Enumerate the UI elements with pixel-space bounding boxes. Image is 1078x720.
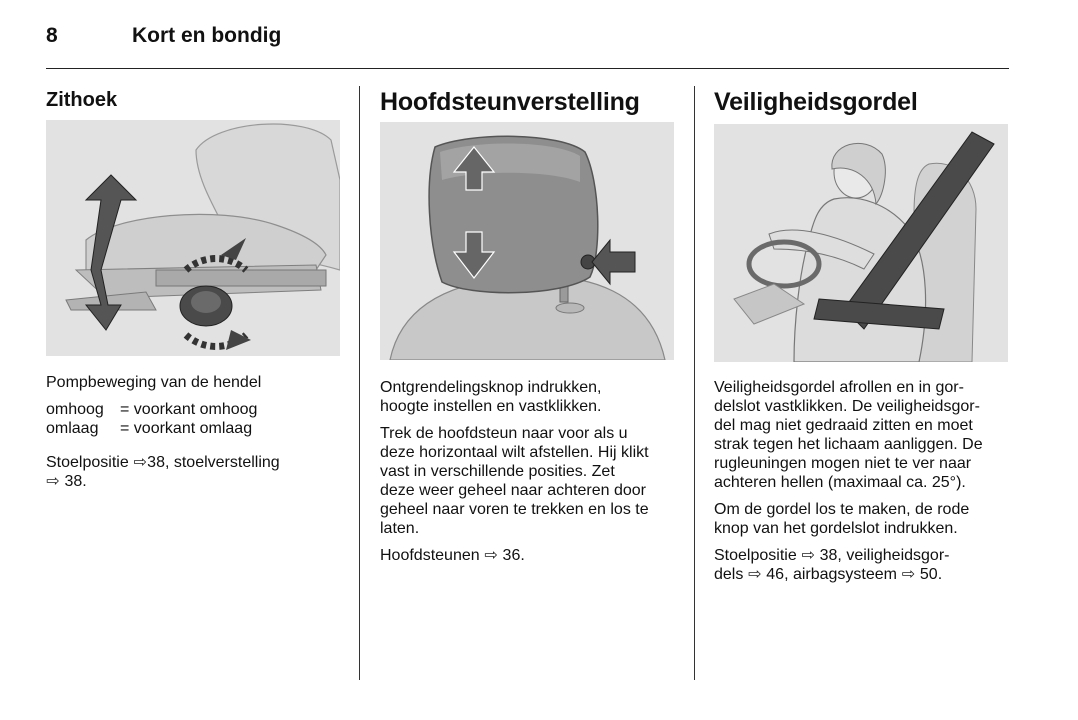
seat-lever-table <box>46 400 346 438</box>
kv-value-2: = voorkant omlaag <box>120 420 253 437</box>
ref-link-seat-position[interactable]: 38, veiligheidsgor- <box>819 547 950 564</box>
page-reference-icon: ⇨ <box>901 566 916 583</box>
seatbelt-driver-illustration <box>714 124 1008 362</box>
chapter-title: Kort en bondig <box>132 24 282 47</box>
section-heading-headrest: Hoofdsteunverstelling <box>380 88 640 116</box>
headrest-references: Hoofdsteunen ⇨ 36. <box>380 547 525 564</box>
ref-link-seat-adjust[interactable]: 38. <box>64 473 87 490</box>
section-seatbelt <box>714 85 918 119</box>
kv-key-1: omhoog <box>46 401 104 418</box>
page-reference-icon: ⇨ <box>748 566 762 583</box>
seat-text <box>46 373 346 499</box>
page-number: 8 <box>46 24 58 47</box>
kv-key-2: omlaag <box>46 420 99 437</box>
seat-tilt-lever-illustration <box>46 120 340 356</box>
column-divider-1 <box>359 86 360 680</box>
seat-intro: Pompbeweging van de hendel <box>46 374 262 391</box>
ref-link-seat-position[interactable]: 38, stoelverstelling <box>147 454 280 471</box>
section-seat-angle <box>46 86 117 114</box>
section-heading-seat: Zithoek <box>46 89 118 111</box>
page-reference-icon: ⇨ <box>46 473 60 490</box>
page-reference-icon: ⇨ <box>484 547 498 564</box>
headrest-para-1: Ontgrendelingsknop indrukken, hoogte instellen en vastklikken. <box>380 379 602 415</box>
headrest-para-2: Trek de hoofdsteun naar voor als u deze horizontaal wilt afstellen. Hij klikt vast in verschillende posities. Zet deze weer geheel naar achteren door geheel naar voren te trekken en los te laten. <box>380 425 649 537</box>
seatbelt-text <box>714 378 1014 592</box>
ref-link-headrests[interactable]: 36. <box>502 547 525 564</box>
page-reference-icon: ⇨ <box>801 547 815 564</box>
kv-value-1: = voorkant omhoog <box>120 401 258 418</box>
header-rule <box>46 68 1009 69</box>
seatbelt-references: Stoelpositie ⇨ 38, veiligheidsgor- dels ⇨ 46, airbagsysteem ⇨ 50. <box>714 547 950 583</box>
column-divider-2 <box>694 86 695 680</box>
seat-references: Stoelpositie ⇨38, stoelverstelling ⇨ 38. <box>46 454 280 490</box>
section-headrest <box>380 85 640 119</box>
headrest-adjustment-illustration <box>380 122 674 360</box>
page-reference-icon: ⇨ <box>133 454 147 471</box>
seatbelt-para-1: Veiligheidsgordel afrollen en in gor- delslot vastklikken. De veiligheidsgor- del mag niet gedraaid zitten en moet strak tegen het lichaam aanliggen. De rugleuningen mogen niet te ver naar achteren hellen (maximaal ca. 25°). <box>714 379 983 491</box>
ref-link-airbag[interactable]: 50. <box>919 566 943 583</box>
ref-link-seatbelts[interactable]: 46, airbagsysteem <box>766 566 897 583</box>
section-heading-seatbelt: Veiligheidsgordel <box>714 88 918 116</box>
seatbelt-para-2: Om de gordel los te maken, de rode knop van het gordelslot indrukken. <box>714 501 970 537</box>
headrest-text <box>380 378 680 573</box>
